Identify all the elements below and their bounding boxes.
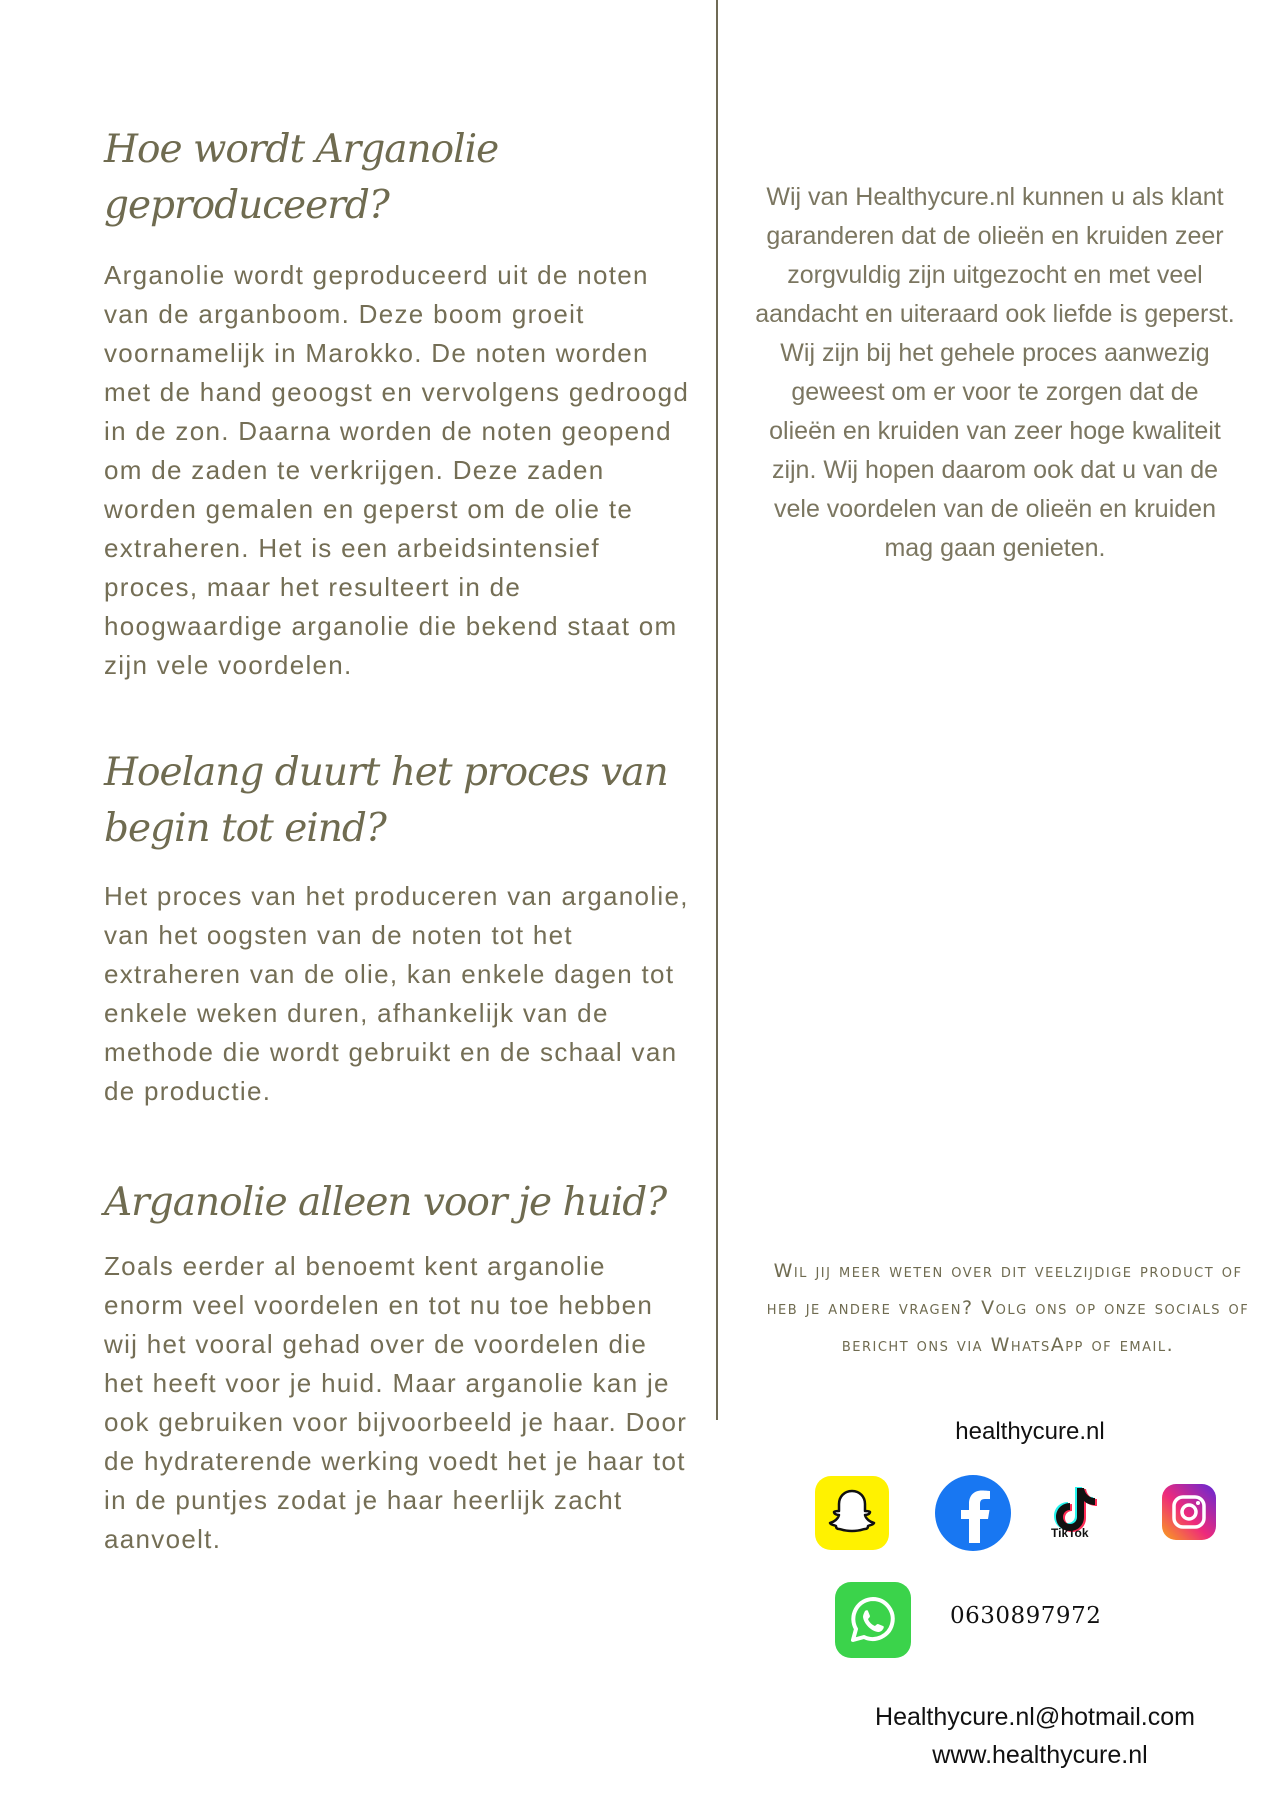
contact-call-to-action: Wil jij meer weten over dit veelzijdige product of heb je andere vragen? Volg ons op onze socials of bericht ons via WhatsApp of email.: [766, 1260, 1250, 1356]
whatsapp-icon[interactable]: [835, 1582, 911, 1658]
column-divider: [716, 0, 718, 1420]
phone-number[interactable]: 0630897972: [950, 1603, 1102, 1629]
section-body: Arganolie wordt geproduceerd uit de noten van de arganboom. Deze boom groeit voornamelijk in Marokko. De noten worden met de hand geoogst en vervolgens gedroogd in de zon. Daarna worden de noten geopend om de zaden te verkrijgen. Deze zaden worden gemalen en geperst om de olie te extraheren. Het is een arbeidsintensief proces, maar het resulteert in de hoogwaardige arganolie die bekend staat om zijn vele voordelen.: [104, 260, 690, 680]
section-heading: Hoe wordt Arganolie geproduceerd?: [104, 127, 499, 228]
email-address[interactable]: Healthycure.nl@hotmail.com: [875, 1703, 1195, 1731]
guarantee-text: Wij van Healthycure.nl kunnen u als klant garanderen dat de olieën en kruiden zeer zorgvuldig zijn uitgezocht en met veel aandacht en uiteraard ook liefde is geperst. Wij zijn bij het gehele proces aanwezig geweest om er voor te zorgen dat de olieën en kruiden van zeer hoge kwaliteit zijn. Wij hopen daarom ook dat u van de vele voordelen van de olieën en kruiden mag gaan genieten.: [755, 183, 1235, 562]
section-hair-use: [104, 1175, 694, 1559]
section-heading: Arganolie alleen voor je huid?: [104, 1180, 667, 1225]
facebook-icon[interactable]: [935, 1475, 1011, 1551]
tiktok-label: TikTok: [1051, 1526, 1089, 1540]
section-body: Zoals eerder al benoemt kent arganolie enorm veel voordelen en tot nu toe hebben wij het vooral gehad over de voordelen die het heeft voor je huid. Maar arganolie kan je ook gebruiken voor bijvoorbeeld je haar. Door de hydraterende werking voedt het je haar tot in de puntjes zodat je haar heerlijk zacht aanvoelt.: [104, 1251, 688, 1554]
section-heading: Hoelang duurt het proces van begin tot eind?: [104, 750, 668, 851]
section-duration: [104, 745, 694, 1111]
website-link[interactable]: www.healthycure.nl: [932, 1741, 1148, 1769]
instagram-icon[interactable]: [1162, 1484, 1216, 1540]
social-handle: healthycure.nl: [955, 1418, 1105, 1445]
snapchat-icon[interactable]: [815, 1476, 889, 1550]
section-production: [104, 122, 694, 685]
section-body: Het proces van het produceren van arganolie, van het oogsten van de noten tot het extraheren van de olie, kan enkele dagen tot enkele weken duren, afhankelijk van de methode die wordt gebruikt en de schaal van de productie.: [104, 881, 689, 1106]
